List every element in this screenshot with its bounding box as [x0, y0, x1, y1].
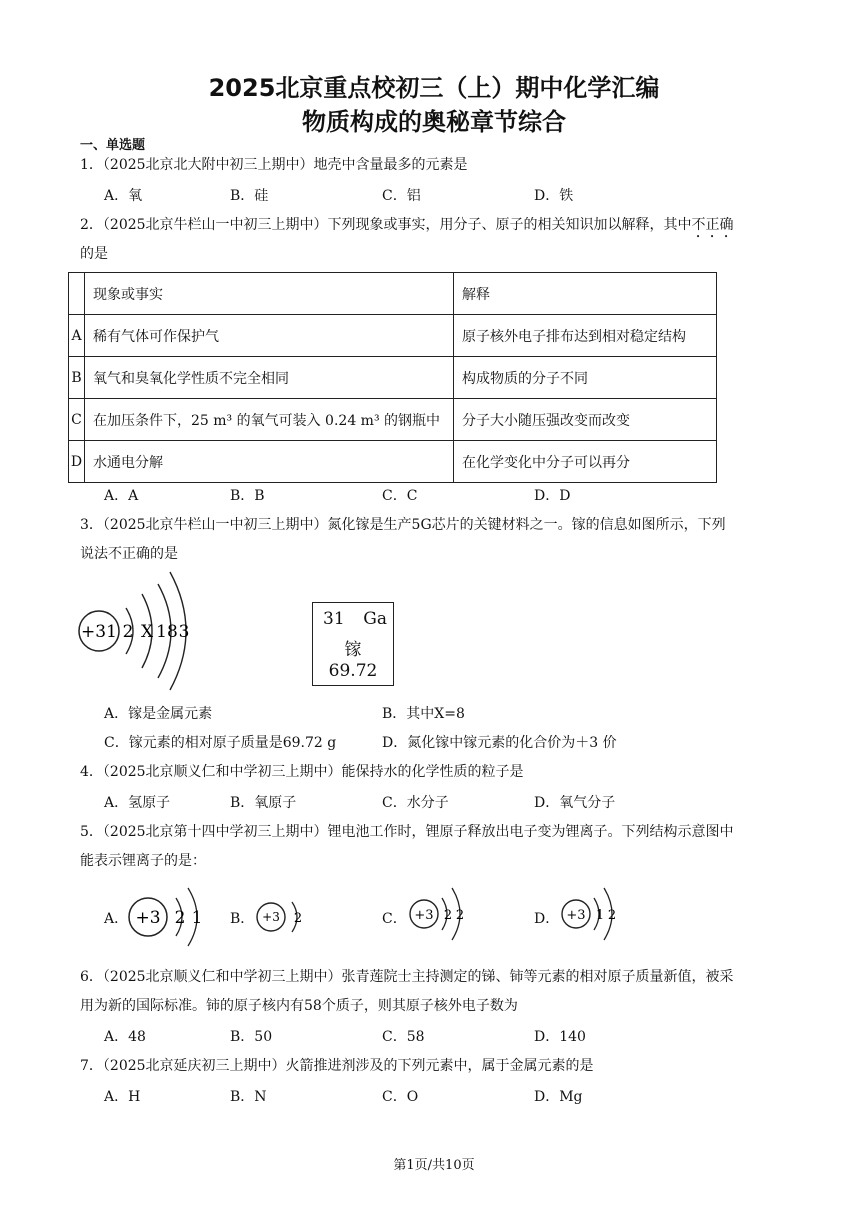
q7-option-d: D．Mg [534, 1089, 583, 1105]
q2-emphasis: 不正确 [691, 217, 734, 233]
q7-stem: 7．（2025北京延庆初三上期中）火箭推进剂涉及的下列元素中，属于金属元素的是 [80, 1058, 594, 1074]
shell-electron-count: 2 [455, 908, 465, 923]
nucleus-charge: +3 [414, 908, 434, 923]
q7-option-b: B．N [230, 1089, 267, 1105]
lithium-structure-diagram-a [124, 884, 216, 950]
q2-stem-line1 [80, 215, 734, 241]
q4-option-d: D．氧气分子 [534, 795, 616, 811]
q3-option-c: C．镓元素的相对原子质量是69.72 g [104, 735, 337, 751]
q5-option-d-label: D． [534, 911, 560, 927]
q5-option-b-label: B． [230, 911, 255, 927]
shell-electron-count: 2 [443, 908, 453, 923]
shell-electron-count: 2 [293, 911, 303, 926]
q2-option-c: C．C [382, 488, 418, 504]
nucleus-charge: +3 [135, 908, 161, 928]
table-header-phenomenon: 现象或事实 [85, 273, 454, 315]
q1-option-b: B．硅 [230, 188, 269, 204]
table-cell: 在化学变化中分子可以再分 [454, 441, 717, 483]
q4-option-a: A．氢原子 [104, 795, 171, 811]
table-cell: 在加压条件下，25 m³ 的氧气可装入 0.24 m³ 的钢瓶中 [85, 399, 454, 441]
shell-electron-count: 1 [595, 908, 605, 923]
table-cell: 稀有气体可作保护气 [85, 315, 454, 357]
q6-stem-line2: 用为新的国际标准。铈的原子核内有58个质子，则其原子核外电子数为 [80, 998, 518, 1014]
shell-electron-count: 2 [122, 622, 134, 642]
q1-option-a: A．氧 [104, 188, 143, 204]
q1-option-c: C．铝 [382, 188, 421, 204]
q3-option-b: B．其中X=8 [382, 706, 465, 722]
document-subtitle: 物质构成的奥秘章节综合 [302, 108, 566, 136]
element-card [312, 602, 394, 686]
document-title: 2025北京重点校初三（上）期中化学汇编 [208, 74, 660, 102]
table-cell: B [69, 357, 85, 399]
shell-electron-count: 3 [178, 622, 190, 642]
table-cell: D [69, 441, 85, 483]
q6-option-d: D．140 [534, 1029, 586, 1045]
lithium-structure-diagram-b [254, 894, 314, 940]
element-name: 镓 [344, 640, 362, 660]
lithium-structure-diagram-c [404, 884, 476, 944]
shell-electron-count: 2 [174, 908, 186, 928]
table-cell: 构成物质的分子不同 [454, 357, 717, 399]
table-cell [69, 273, 85, 315]
table-header-explanation: 解释 [454, 273, 717, 315]
element-symbol: Ga [363, 609, 387, 629]
atomic-number: 31 [323, 609, 345, 629]
table-cell: C [69, 399, 85, 441]
q6-option-b: B．50 [230, 1029, 273, 1045]
shell-electron-count: 18 [156, 622, 178, 642]
table-row [69, 315, 717, 357]
table-cell: A [69, 315, 85, 357]
nucleus-charge: +31 [81, 622, 117, 642]
table-header-row [69, 273, 717, 315]
gallium-atom-structure-diagram [70, 566, 200, 696]
q4-option-c: C．水分子 [382, 795, 449, 811]
q7-option-c: C．O [382, 1089, 419, 1105]
shell-electron-count: 1 [191, 908, 203, 928]
q7-option-a: A．H [104, 1089, 141, 1105]
q5-option-c-label: C． [382, 911, 407, 927]
table-cell: 原子核外电子排布达到相对稳定结构 [454, 315, 717, 357]
q3-option-a: A．镓是金属元素 [104, 706, 213, 722]
q5-stem-line1: 5．（2025北京第十四中学初三上期中）锂电池工作时，锂原子释放出电子变为锂离子。下列结构示意图中 [80, 824, 734, 840]
q6-option-a: A．48 [104, 1029, 146, 1045]
nucleus-charge: +3 [262, 910, 280, 924]
table-cell: 水通电分解 [85, 441, 454, 483]
table-row [69, 441, 717, 483]
q3-stem-line1: 3．（2025北京牛栏山一中初三上期中）氮化镓是生产5G芯片的关键材料之一。镓的信息如图所示，下列 [80, 517, 726, 533]
q2-stem-text: 2．（2025北京牛栏山一中初三上期中）下列现象或事实，用分子、原子的相关知识加以解释，其中 [80, 217, 692, 233]
q6-option-c: C．58 [382, 1029, 425, 1045]
q1-stem: 1．（2025北京北大附中初三上期中）地壳中含量最多的元素是 [80, 157, 468, 173]
lithium-structure-diagram-d [556, 884, 628, 944]
table-cell: 氧气和臭氧化学性质不完全相同 [85, 357, 454, 399]
table-cell: 分子大小随压强改变而改变 [454, 399, 717, 441]
q5-option-a-label: A． [104, 911, 129, 927]
nucleus-charge: +3 [566, 908, 586, 923]
q4-stem: 4．（2025北京顺义仁和中学初三上期中）能保持水的化学性质的粒子是 [80, 764, 524, 780]
shell-electron-count: X [140, 622, 154, 642]
q2-table [68, 272, 717, 483]
section-heading: 一、单选题 [80, 138, 146, 153]
table-row [69, 357, 717, 399]
q2-option-d: D．D [534, 488, 571, 504]
q1-option-d: D．铁 [534, 188, 574, 204]
q3-stem-line2: 说法不正确的是 [80, 546, 178, 562]
q2-option-a: A．A [104, 488, 139, 504]
q2-stem-line2: 的是 [80, 246, 108, 262]
page-number: 第1页/共10页 [393, 1158, 475, 1173]
q6-stem-line1: 6．（2025北京顺义仁和中学初三上期中）张青莲院士主持测定的锑、铈等元素的相对原子质量新值，被采 [80, 969, 734, 985]
q3-option-d: D．氮化镓中镓元素的化合价为＋3 价 [382, 735, 617, 751]
q2-option-b: B．B [230, 488, 265, 504]
table-row [69, 399, 717, 441]
atomic-mass: 69.72 [328, 661, 378, 681]
q5-stem-line2: 能表示锂离子的是： [80, 853, 206, 869]
shell-electron-count: 2 [607, 908, 617, 923]
q4-option-b: B．氧原子 [230, 795, 297, 811]
